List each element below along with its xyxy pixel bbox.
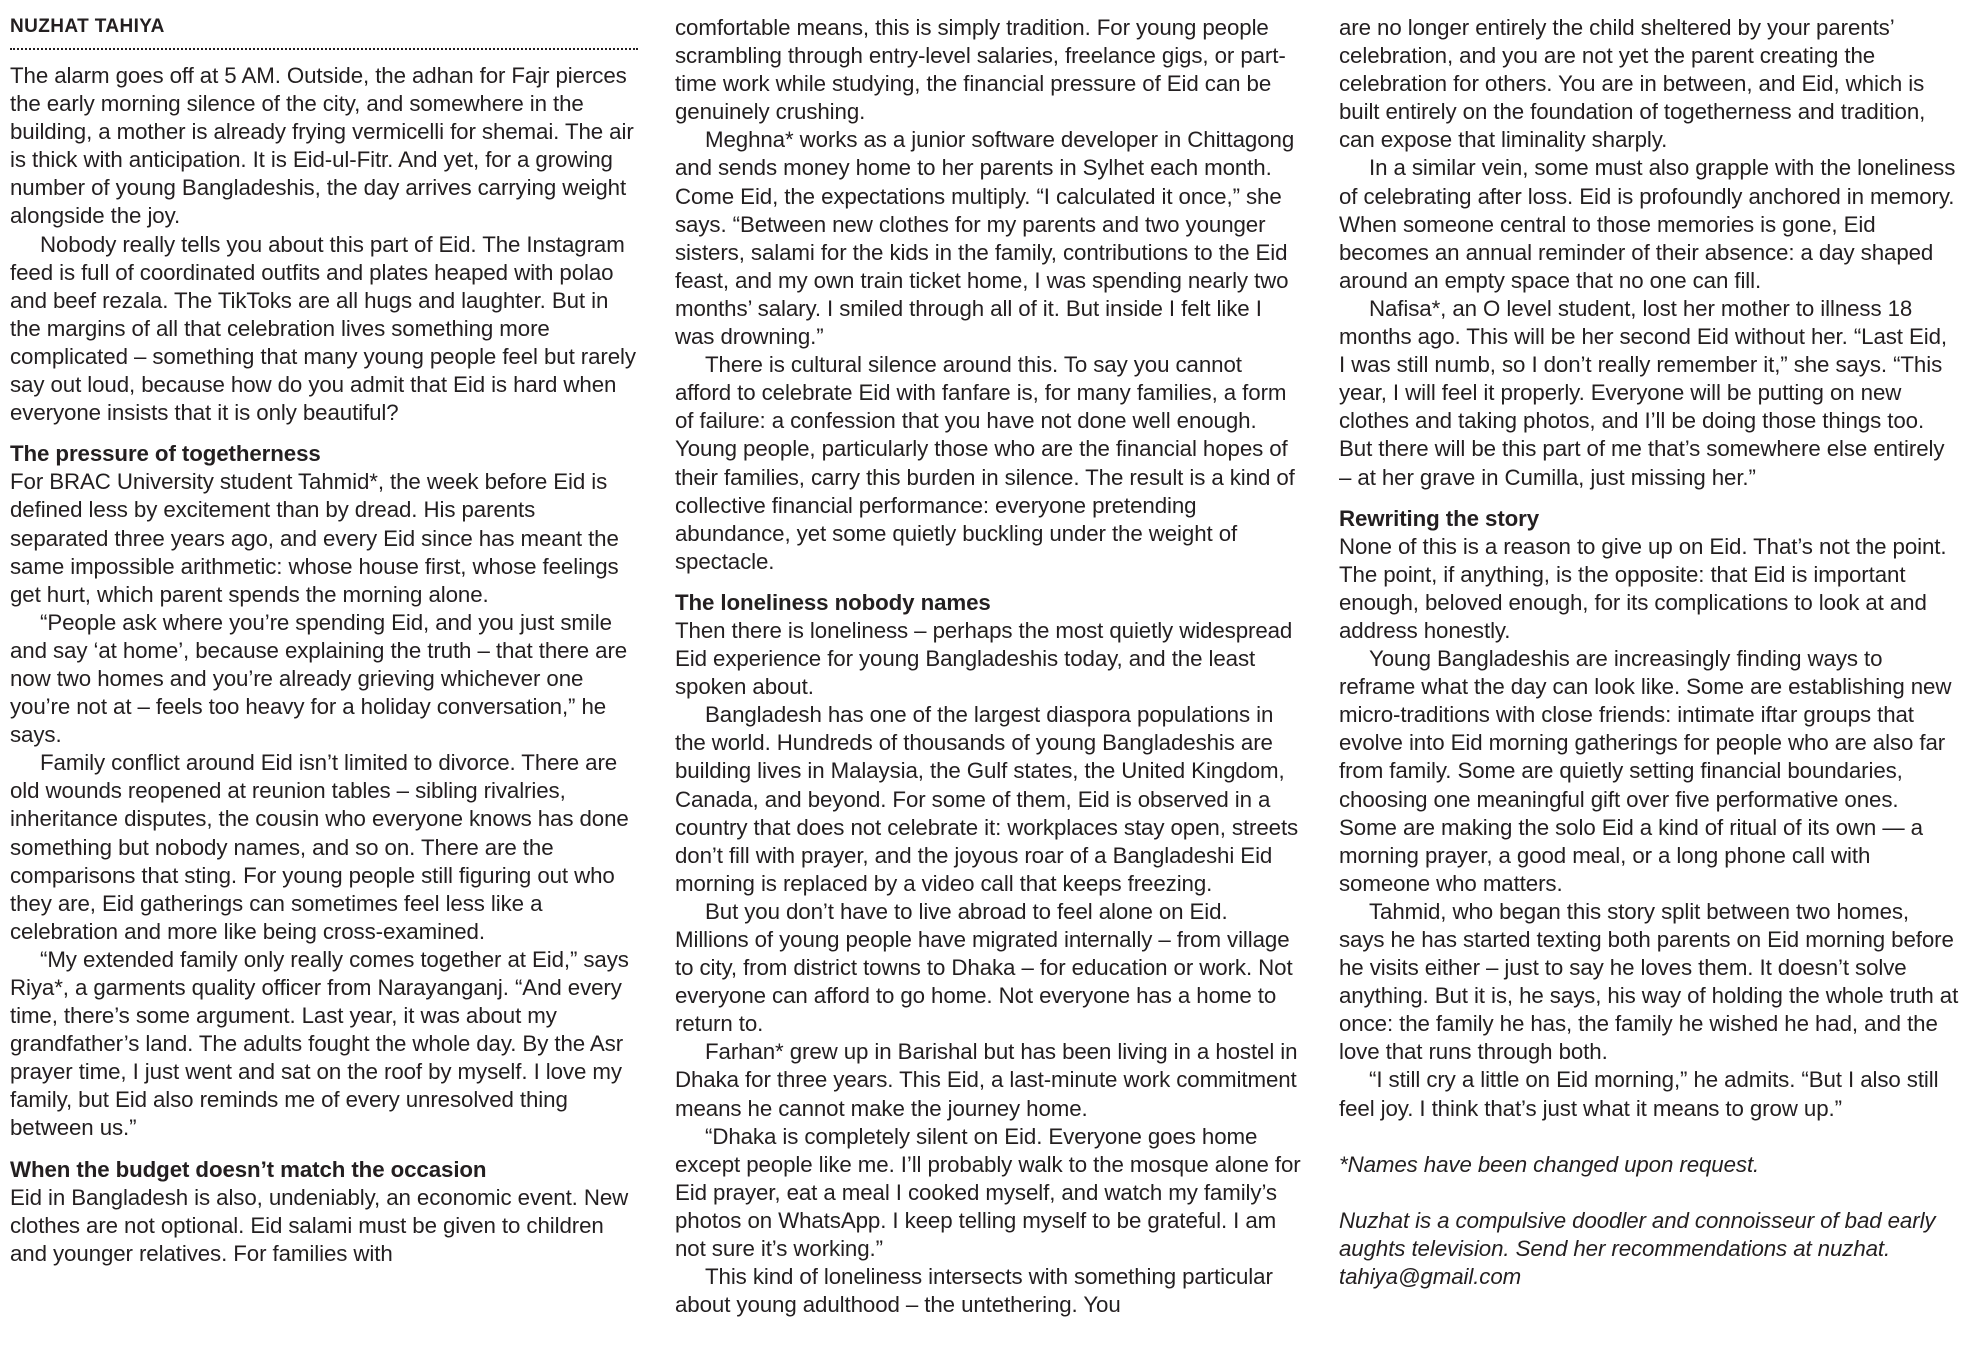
names-changed-note: *Names have been changed upon request.: [1339, 1151, 1760, 1177]
section-heading: The loneliness nobody names: [675, 589, 991, 615]
paragraph: Nobody really tells you about this part of Eid. The Instagram feed is full of coordinated outfits and plates heaped with polao and beef rezala. The TikToks are all hugs and laughter. But in the margins of all that celebration lives something more complicated – something that many young people feel but rarely say out loud, because how do you admit that Eid is hard when everyone insists that it is only beautiful?: [10, 231, 636, 426]
spacer: [1339, 1123, 1959, 1151]
column-2: [675, 14, 1303, 1319]
paragraph: Family conflict around Eid isn’t limited to divorce. There are old wounds reopened at reunion tables – sibling rivalries, inheritance disputes, the cousin who everyone knows has done something but nobody names, and so on. There are the comparisons that sting. For young people still figuring out who they are, Eid gatherings can sometimes feel less like a celebration and more like being cross-examined.: [10, 750, 629, 944]
paragraph: For BRAC University student Tahmid*, the week before Eid is defined less by excitement than by dread. His parents separated three years ago, and every Eid since has meant the same impossible arithmetic: whose house first, whose feelings get hurt, which parent spends the morning alone.: [10, 469, 619, 607]
byline-divider: [10, 48, 638, 50]
paragraph: Tahmid, who began this story split between two homes, says he has started texting both parents on Eid morning before he visits either – just to say he loves them. It doesn’t solve anything. But it is, he says, his way of holding the whole truth at once: the family he has, the family he wished he had, and the love that runs through both.: [1339, 898, 1959, 1065]
paragraph: This kind of loneliness intersects with something particular about young adulthood – the untethering. You: [675, 1264, 1273, 1318]
paragraph: Eid in Bangladesh is also, undeniably, an economic event. New clothes are not optional. Eid salami must be given to children and younger relatives. For families with: [10, 1184, 629, 1266]
paragraph: comfortable means, this is simply tradition. For young people scrambling through entry-level salaries, freelance gigs, or part-time work while studying, the financial pressure of Eid can be genuinely crushing.: [675, 15, 1286, 125]
paragraph: Young Bangladeshis are increasingly finding ways to reframe what the day can look like. Some are establishing new micro-traditions with close friends: intimate iftar groups that evolve into Eid morning gatherings for people who are also far from family. Some are quietly setting financial boundaries, choosing one meaningful gift over five performative ones. Some are making the solo Eid a kind of ritual of its own — a morning prayer, a good meal, or a long phone call with someone who matters.: [1339, 646, 1952, 896]
paragraph: “Dhaka is completely silent on Eid. Everyone goes home except people like me. I’ll probably walk to the mosque alone for Eid prayer, eat a meal I cooked myself, and watch my family’s photos on WhatsApp. I keep telling myself to be grateful. I am not sure it’s working.”: [675, 1123, 1301, 1262]
paragraph: “People ask where you’re spending Eid, and you just smile and say ‘at home’, because explaining the truth – that there are now two homes and you’re already grieving whichever one you’re not at – feels too heavy for a holiday conversation,” he says.: [10, 609, 628, 748]
section-heading: When the budget doesn’t match the occasion: [10, 1156, 487, 1182]
section-heading: Rewriting the story: [1339, 505, 1540, 531]
paragraph: But you don’t have to live abroad to feel alone on Eid. Millions of young people have migrated internally – from village to city, from district towns to Dhaka – for education or work. Not everyone can afford to go home. Not everyone has a home to return to.: [675, 898, 1293, 1037]
spacer: [1339, 1179, 1959, 1207]
author-byline: NUZHAT TAHIYA: [10, 16, 165, 37]
column-3: [1339, 14, 1959, 1291]
paragraph: Bangladesh has one of the largest diaspora populations in the world. Hundreds of thousands of young Bangladeshis are building lives in Malaysia, the Gulf states, the United Kingdom, Canada, and beyond. For some of them, Eid is observed in a country that does not celebrate it: workplaces stay open, streets don’t fill with prayer, and the joyous roar of a Bangladeshi Eid morning is replaced by a video call that keeps freezing.: [675, 702, 1299, 896]
paragraph: Meghna* works as a junior software developer in Chittagong and sends money home to her parents in Sylhet each month. Come Eid, the expectations multiply. “I calculated it once,” she says. “Between new clothes for my parents and two younger sisters, salami for the kids in the family, contributions to the Eid feast, and my own train ticket home, I was spending nearly two months’ salary. I smiled through all of it. But inside I felt like I was drowning.”: [675, 127, 1295, 350]
paragraph: Farhan* grew up in Barishal but has been living in a hostel in Dhaka for three years. This Eid, a last-minute work commitment means he cannot make the journey home.: [675, 1039, 1298, 1121]
paragraph: None of this is a reason to give up on Eid. That’s not the point. The point, if anything, is the opposite: that Eid is important enough, beloved enough, for its complications to look at and address honestly.: [1339, 533, 1947, 643]
paragraph: In a similar vein, some must also grapple with the loneliness of celebrating after loss. Eid is profoundly anchored in memory. When someone central to those memories is gone, Eid becomes an annual reminder of their absence: a day shaped around an empty space that no one can fill.: [1339, 155, 1956, 293]
column-1: [10, 14, 638, 1268]
paragraph: “I still cry a little on Eid morning,” he admits. “But I also still feel joy. I think that’s just what it means to grow up.”: [1339, 1067, 1939, 1121]
paragraph: Then there is loneliness – perhaps the most quietly widespread Eid experience for young Bangladeshis today, and the least spoken about.: [675, 617, 1293, 700]
paragraph: are no longer entirely the child sheltered by your parents’ celebration, and you are not yet the parent creating the celebration for others. You are in between, and Eid, which is built entirely on the foundation of togetherness and tradition, can expose that liminality sharply.: [1339, 15, 1926, 153]
paragraph: There is cultural silence around this. To say you cannot afford to celebrate Eid with fanfare is, for many families, a form of failure: a confession that you have not done well enough. Young people, particularly those who are the financial hopes of their families, carry this burden in silence. The result is a kind of collective financial performance: everyone pretending abundance, yet some quietly buckling under the weight of spectacle.: [675, 352, 1295, 574]
paragraph: Nafisa*, an O level student, lost her mother to illness 18 months ago. This will be her second Eid without her. “Last Eid, I was still numb, so I don’t really remember it,” she says. “This year, I will feel it properly. Everyone will be putting on new clothes and taking photos, and I’ll be doing those things too. But there will be this part of me that’s somewhere else entirely – at her grave in Cumilla, just missing her.”: [1339, 295, 1948, 490]
author-bio: Nuzhat is a compulsive doodler and connoisseur of bad early aughts television. Send her recommendations at nuzhat. tahiya@gmail.com: [1339, 1207, 1936, 1289]
section-heading: The pressure of togetherness: [10, 441, 321, 467]
paragraph: The alarm goes off at 5 AM. Outside, the adhan for Fajr pierces the early morning silence of the city, and somewhere in the building, a mother is already frying vermicelli for shemai. The air is thick with anticipation. It is Eid-ul-Fitr. And yet, for a growing number of young Bangladeshis, the day arrives carrying weight alongside the joy.: [10, 63, 634, 229]
paragraph: “My extended family only really comes together at Eid,” says Riya*, a garments quality officer from Narayanganj. “And every time, there’s some argument. Last year, it was about my grandfather’s land. The adults fought the whole day. By the Asr prayer time, I just went and sat on the roof by myself. I love my family, but Eid also reminds me of every unresolved thing between us.”: [10, 946, 629, 1141]
